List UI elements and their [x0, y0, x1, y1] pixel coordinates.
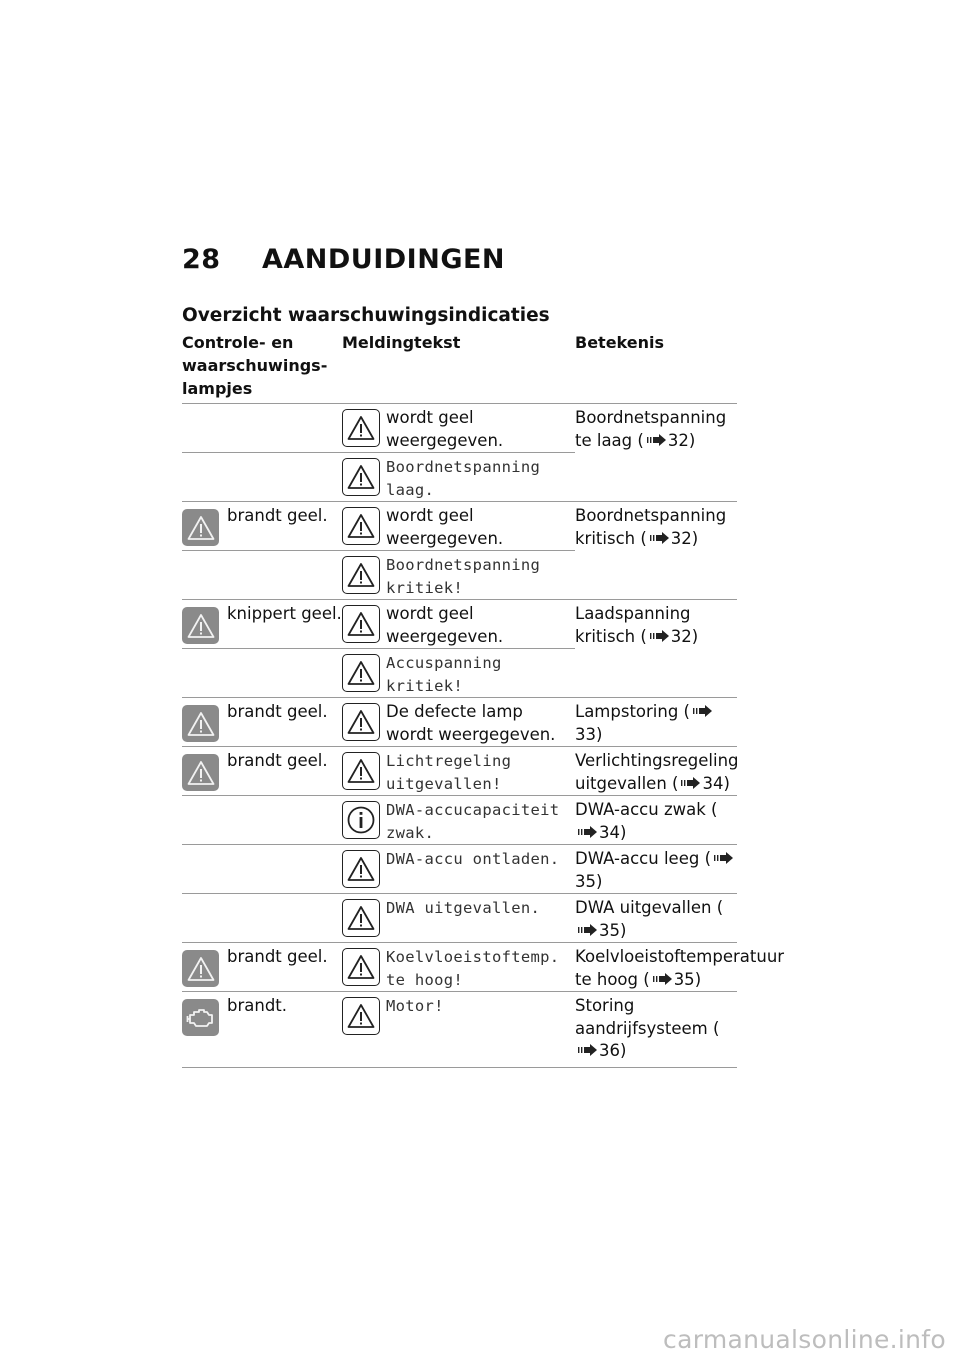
table-row [182, 698, 737, 747]
table-row [182, 502, 737, 551]
message-text: Accuspanning kritiek! [386, 654, 502, 695]
page-ref-arrow-icon [693, 701, 713, 724]
lamp-state: brandt. [227, 996, 288, 1015]
page-ref[interactable]: 35 [575, 871, 596, 891]
message-cell [342, 946, 575, 991]
meaning-text: DWA-accu zwak [575, 800, 706, 819]
page-ref[interactable]: 34 [702, 773, 724, 793]
warning-triangle-icon [342, 458, 380, 496]
meaning-cell: Lampstoring (33) [575, 701, 737, 746]
chapter-title: AANDUIDINGEN [262, 244, 506, 275]
message-text: wordt geel weergegeven. [386, 604, 504, 646]
page-ref[interactable]: 32 [670, 626, 692, 646]
lamp-cell [182, 946, 342, 987]
message-text: DWA-accu ontladen. [386, 850, 560, 868]
warning-triangle-icon [342, 654, 380, 692]
warning-triangle-icon [182, 950, 219, 987]
meaning-cell: DWA uitgevallen (35) [575, 897, 737, 942]
message-cell [342, 603, 575, 648]
lamp-state: knippert geel. [227, 604, 342, 623]
warning-triangle-icon [342, 409, 380, 447]
warning-triangle-icon [182, 754, 219, 791]
warning-triangle-icon [182, 607, 219, 644]
message-cell [342, 505, 575, 550]
meaning-cell: Storing aandrijfsysteem (36) [575, 995, 737, 1063]
warning-triangle-icon [342, 752, 380, 790]
warning-triangle-icon [342, 948, 380, 986]
message-cell [342, 848, 575, 888]
lamp-cell [182, 603, 342, 644]
lamp-state: brandt geel. [227, 751, 328, 770]
message-text: De defecte lamp wordt weergegeven. [386, 702, 556, 744]
page-ref[interactable]: 36 [599, 1041, 620, 1060]
lamp-cell [182, 995, 342, 1036]
message-cell [342, 701, 575, 746]
page-ref-arrow-icon [650, 626, 670, 649]
lamp-state: brandt geel. [227, 947, 328, 966]
meaning-text: Boordnetspanning te laag [575, 408, 727, 450]
message-cell [342, 456, 575, 501]
watermark: carmanualsonline.info [663, 1325, 946, 1354]
message-text: DWA uitgevallen. [386, 899, 541, 917]
meaning-text: DWA uitgevallen [575, 898, 712, 917]
table-row [182, 894, 737, 943]
meaning-text: DWA-accu leeg [575, 849, 700, 868]
meaning-text: Lampstoring [575, 702, 679, 721]
message-text: Lichtregeling uitgevallen! [386, 752, 512, 793]
meaning-text: Verlichtingsregeling uitgevallen [575, 751, 739, 793]
warning-triangle-icon [342, 605, 380, 643]
page-ref-arrow-icon [653, 969, 673, 992]
warning-triangle-icon [182, 509, 219, 546]
page-ref-arrow-icon [647, 430, 667, 453]
message-text: Boordnetspanning kritiek! [386, 556, 541, 597]
warning-triangle-icon [342, 850, 380, 888]
page-ref-arrow-icon [650, 528, 670, 551]
page-ref[interactable]: 35 [599, 920, 620, 940]
message-cell [342, 897, 575, 937]
lamp-cell [182, 505, 342, 546]
meaning-cell: DWA-accu zwak (34) [575, 799, 737, 844]
lamp-cell [182, 750, 342, 791]
warning-triangle-icon [342, 703, 380, 741]
message-cell [342, 799, 575, 844]
message-text: wordt geel weergegeven. [386, 408, 504, 450]
meaning-text: Storing aandrijfsysteem [575, 996, 708, 1038]
page-ref-arrow-icon [681, 773, 701, 796]
meaning-cell: DWA-accu leeg (35) [575, 848, 737, 893]
meaning-cell: Boordnetspanning kritisch ( 32) [575, 505, 737, 550]
warnings-table [182, 403, 785, 1068]
table-row [182, 600, 737, 649]
lamp-cell [182, 701, 342, 742]
warning-triangle-icon [342, 507, 380, 545]
message-text: Motor! [386, 997, 444, 1015]
page-ref[interactable]: 32 [667, 430, 689, 450]
column-header-message: Meldingtekst [342, 333, 461, 352]
meaning-cell: Verlichtingsregeling uitgevallen ( 34) [575, 750, 737, 795]
section-title: Overzicht waarschuwingsindicaties [182, 305, 550, 326]
meaning-text: Boordnetspanning kritisch [575, 506, 727, 548]
meaning-cell: Laadspanning kritisch ( 32) [575, 603, 737, 648]
meaning-text: Koelvloeistoftemperatuur te hoog [575, 947, 785, 989]
meaning-cell: Boordnetspanning te laag ( 32) [575, 407, 737, 452]
page-ref[interactable]: 34 [599, 822, 620, 842]
meaning-text: Laadspanning kritisch [575, 604, 691, 646]
lamp-state: brandt geel. [227, 506, 328, 525]
table-row [182, 747, 737, 796]
page-ref-arrow-icon [714, 848, 734, 871]
page-ref-arrow-icon [578, 920, 598, 943]
message-text: Boordnetspanning laag. [386, 458, 541, 499]
message-cell [342, 995, 575, 1035]
message-text: wordt geel weergegeven. [386, 506, 504, 548]
info-icon [342, 801, 380, 839]
page-ref[interactable]: 33 [575, 724, 596, 744]
page-number: 28 [182, 244, 221, 275]
page-ref-arrow-icon [578, 822, 598, 845]
page-ref[interactable]: 35 [673, 969, 695, 989]
table-row [182, 796, 737, 845]
message-text: DWA-accucapaciteit zwak. [386, 801, 560, 842]
warning-triangle-icon [342, 997, 380, 1035]
message-cell [342, 554, 575, 599]
message-text: Koelvloeistoftemp. te hoog! [386, 948, 560, 989]
message-cell [342, 750, 575, 795]
column-header-meaning: Betekenis [575, 333, 665, 352]
table-row [182, 845, 737, 894]
message-cell [342, 652, 575, 697]
table-row [182, 404, 737, 453]
meaning-cell: Koelvloeistoftemperatuur te hoog ( 35) [575, 946, 737, 991]
message-cell [342, 407, 575, 452]
page-ref[interactable]: 32 [670, 528, 692, 548]
table-row [182, 992, 737, 1068]
lamp-state: brandt geel. [227, 702, 328, 721]
page-header [182, 244, 505, 275]
engine-icon [182, 999, 219, 1036]
warning-triangle-icon [342, 899, 380, 937]
page-ref-arrow-icon [578, 1040, 598, 1063]
column-header-lamp: Controle- en waarschuwings-lampjes [182, 333, 328, 398]
warning-triangle-icon [342, 556, 380, 594]
warning-triangle-icon [182, 705, 219, 742]
table-row [182, 943, 737, 992]
